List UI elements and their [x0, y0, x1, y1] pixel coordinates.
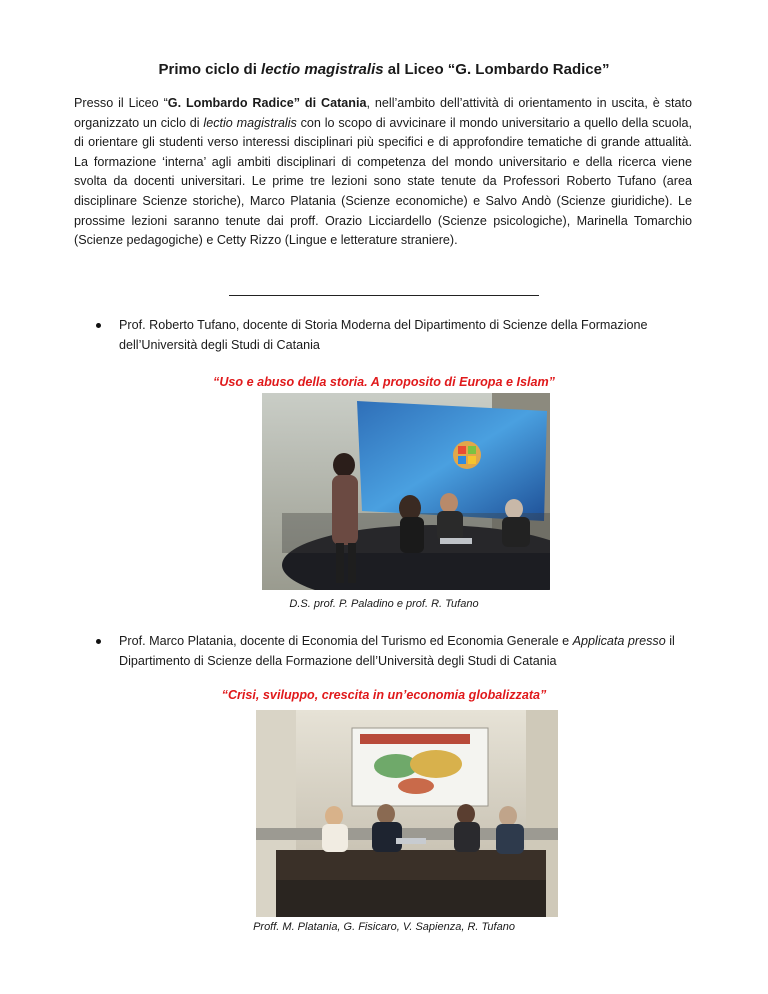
intro-italic-term: lectio magistralis	[203, 115, 297, 130]
photo-caption-2: Proff. M. Platania, G. Fisicaro, V. Sapienza, R. Tufano	[253, 921, 515, 933]
bullet-text-part-a: Prof. Marco Platania, docente di Economia del Turismo ed Economia Generale e	[119, 634, 573, 648]
talk-title-1: “Uso e abuso della storia. A proposito di Europa e Islam”	[213, 375, 555, 389]
bullet-text-italic: Applicata presso	[572, 634, 666, 648]
bullet-item-tufano	[96, 316, 696, 355]
intro-paragraph	[74, 94, 692, 251]
bullet-dot-icon	[96, 639, 101, 644]
intro-part-2: , nell’ambito dell’attività di orientamento in uscita, è stato organizzato un ciclo di	[74, 96, 692, 130]
lecture-photo-2	[256, 710, 558, 917]
photo-caption-1: D.S. prof. P. Paladino e prof. R. Tufano	[289, 598, 479, 610]
document-title	[0, 61, 768, 78]
talk-title-2: “Crisi, sviluppo, crescita in un’economia globalizzata”	[221, 688, 547, 702]
bullet-text	[119, 632, 696, 671]
title-prefix: Primo ciclo di	[158, 61, 262, 78]
title-suffix: al Liceo “G. Lombardo Radice”	[383, 61, 610, 78]
separator-line	[229, 295, 539, 296]
intro-part-3: con lo scopo di avvicinare il mondo universitario a quello della scuola, di orientare gli studenti verso interessi disciplinari più specifici e di approfondire tematiche di grande attualità. La formazione ‘interna’ agli ambiti disciplinari di competenza del mondo universitario e della ricerca viene svolta da docenti universitari. Le prime tre lezioni sono state tenute da Professori Roberto Tufano (area disciplinare Scienze storiche), Marco Platania (Scienze economiche) e Salvo Andò (Scienze giuridiche). Le prossime lezioni saranno tenute dai proff. Orazio Licciardello (Scienze psicologiche), Marinella Tomarchio (Scienze pedagogiche) e Cetty Rizzo (Lingue e letterature straniere).	[74, 115, 692, 248]
bullet-text-part-b: il Dipartimento di Scienze della Formazione dell’Università degli Studi di Catania	[119, 634, 675, 668]
intro-bold-school: G. Lombardo Radice” di Catania	[167, 96, 367, 110]
bullet-dot-icon	[96, 323, 101, 328]
title-italic: lectio magistralis	[261, 61, 384, 78]
intro-part-1: Presso il Liceo “	[74, 96, 168, 110]
bullet-text: Prof. Roberto Tufano, docente di Storia Moderna del Dipartimento di Scienze della Formazione dell’Università degli Studi di Catania	[119, 318, 648, 352]
lecture-photo-1	[262, 393, 550, 590]
bullet-item-platania	[96, 632, 696, 671]
